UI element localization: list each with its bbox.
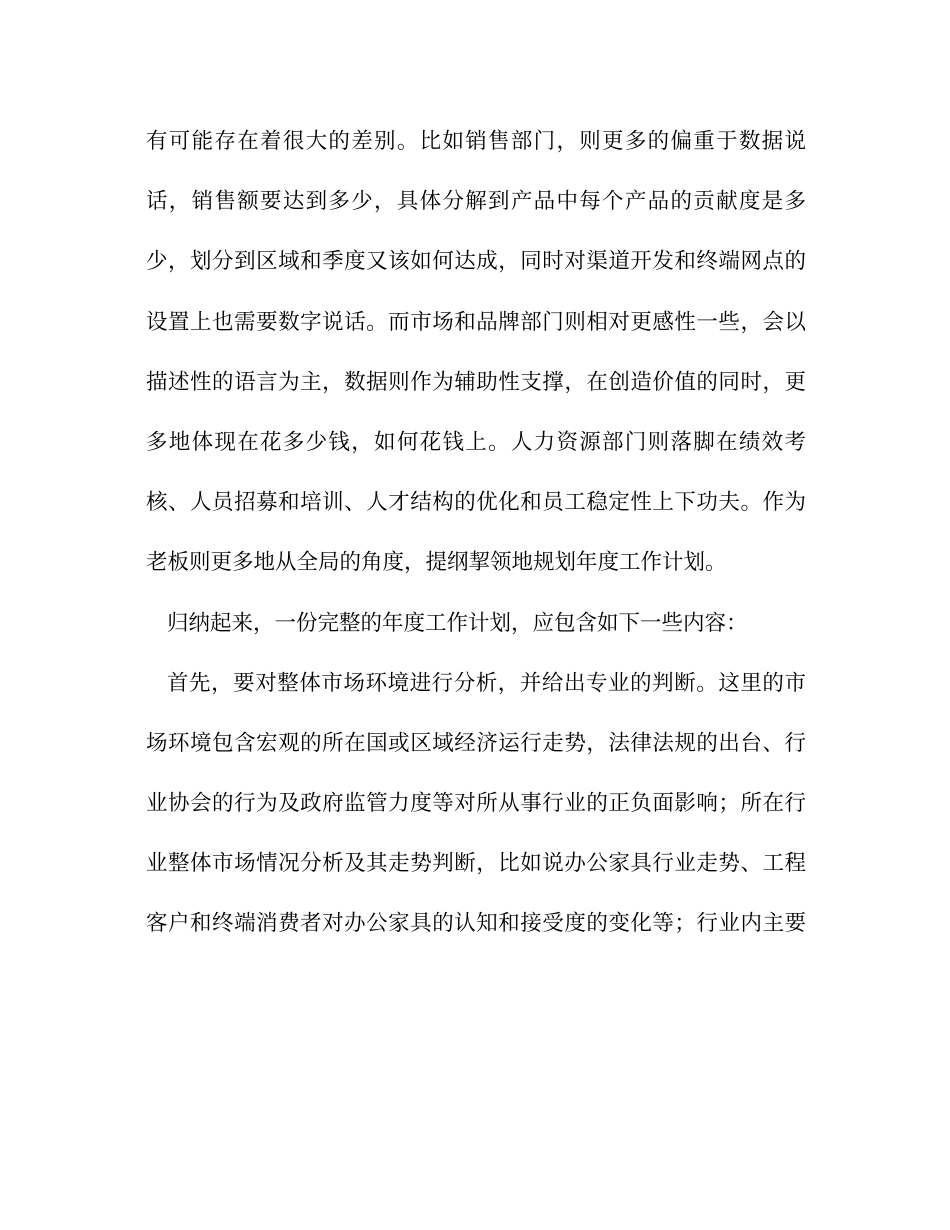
text-line: 老板则更多地从全局的角度，提纲挈领地规划年度工作计划。 [146,550,727,576]
text-line: 业协会的行为及政府监管力度等对所从事行业的正负面影响；所在行 [146,791,806,817]
text-line: 业整体市场情况分析及其走势判断，比如说办公家具行业走势、工程 [146,851,806,877]
text-line: 描述性的语言为主，数据则作为辅助性支撑，在创造价值的同时，更 [146,369,806,395]
text-line: 客户和终端消费者对办公家具的认知和接受度的变化等；行业内主要 [146,911,806,937]
text-line: 归纳起来，一份完整的年度工作计划，应包含如下一些内容： [167,610,748,636]
text-line: 话，销售额要达到多少，具体分解到产品中每个产品的贡献度是多 [146,189,806,215]
text-line: 少，划分到区域和季度又该如何达成，同时对渠道开发和终端网点的 [146,249,806,275]
text-line: 有可能存在着很大的差别。比如销售部门，则更多的偏重于数据说 [146,129,806,154]
text-line: 核、人员招募和培训、人才结构的优化和员工稳定性上下功夫。作为 [146,490,806,516]
text-line: 场环境包含宏观的所在国或区域经济运行走势，法律法规的出台、行 [146,730,806,756]
text-line: 多地体现在花多少钱，如何花钱上。人力资源部门则落脚在绩效考 [146,429,806,455]
body-text [146,122,806,965]
text-line: 首先，要对整体市场环境进行分析，并给出专业的判断。这里的市 [167,670,806,696]
text-line: 设置上也需要数字说话。而市场和品牌部门则相对更感性一些，会以 [146,309,806,335]
